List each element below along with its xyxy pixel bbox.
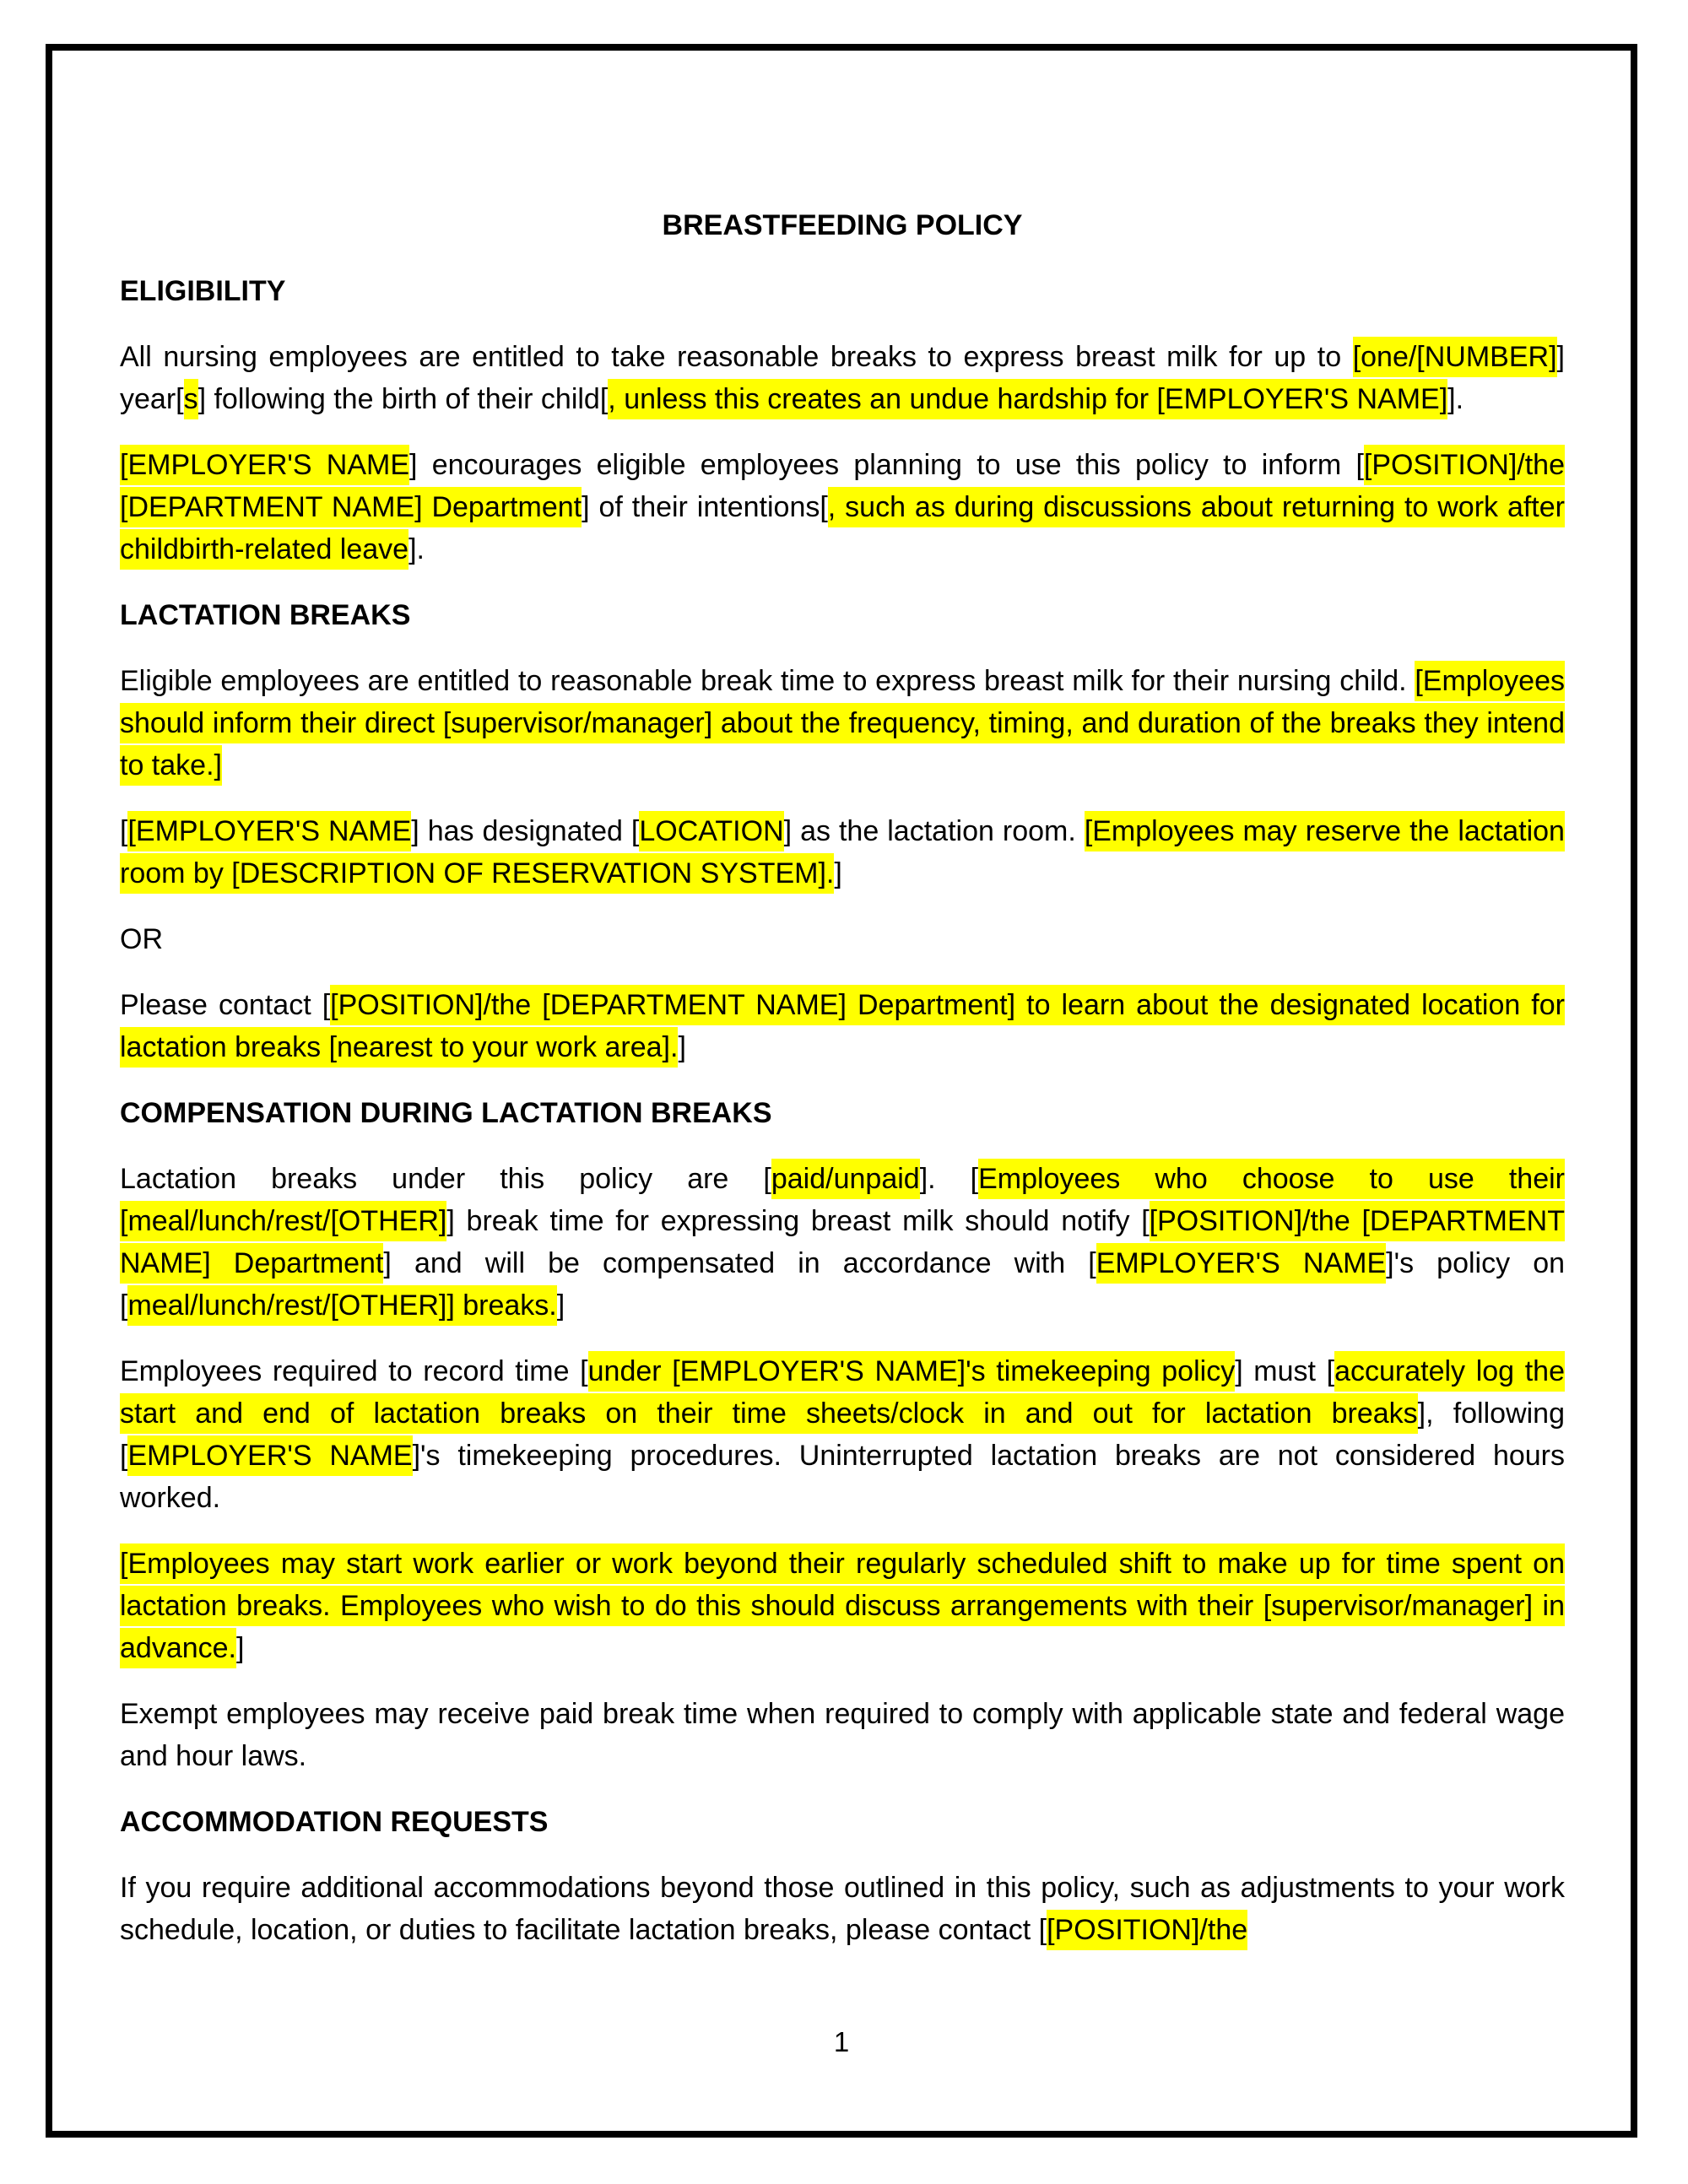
highlighted-placeholder: [EMPLOYER'S NAME	[127, 811, 411, 851]
text-run: ] encourages eligible employees planning to use this policy to inform [	[409, 449, 1364, 481]
text-run: ] following the birth of their child[	[197, 383, 609, 415]
highlighted-placeholder: , unless this creates an undue hardship for [EMPLOYER'S NAME]	[608, 379, 1447, 419]
text-run: Please contact [	[120, 989, 331, 1021]
text-run: ] break time for expressing breast milk should notify [	[446, 1205, 1150, 1237]
body-paragraph	[120, 1867, 1565, 1951]
text-run: ] and will be compensated in accordance with [	[383, 1247, 1096, 1279]
text-run: Lactation breaks under this policy are [	[120, 1163, 771, 1195]
text-run: Eligible employees are entitled to reasonable break time to express breast milk for their nursing child.	[120, 665, 1415, 697]
highlighted-placeholder: , such as during discussions about returning to work after childbirth-related leave	[120, 487, 1565, 570]
body-paragraph	[120, 1693, 1565, 1777]
text-run: Employees required to record time [	[120, 1355, 588, 1387]
text-run: ]'s timekeeping procedures. Uninterrupted lactation breaks are not considered hours worked.	[120, 1440, 1565, 1514]
text-run: Exempt employees may receive paid break time when required to comply with applicable state and federal wage and hour laws.	[120, 1698, 1565, 1772]
body-paragraph	[120, 660, 1565, 787]
text-run: ACCOMMODATION REQUESTS	[120, 1806, 549, 1838]
highlighted-placeholder: [one/[NUMBER]	[1353, 337, 1557, 377]
body-paragraph	[120, 1158, 1565, 1327]
section-heading	[120, 270, 1565, 312]
body-paragraph	[120, 918, 1565, 960]
text-run: ]	[556, 1289, 565, 1322]
highlighted-placeholder: [POSITION]/the [DEPARTMENT NAME] Department	[120, 445, 1565, 527]
section-heading	[120, 1092, 1565, 1134]
text-run: ] has designated [	[411, 815, 640, 847]
text-run: If you require additional accommodations beyond those outlined in this policy, such as adjustments to your work schedule, location, or duties to facilitate lactation breaks, please contact [	[120, 1872, 1565, 1946]
text-run: ]	[834, 857, 842, 889]
highlighted-placeholder: [POSITION]/the [DEPARTMENT NAME] Department] to learn about the designated location for lactation breaks [nearest to your work area].	[120, 985, 1565, 1068]
highlighted-placeholder: [Employees should inform their direct [supervisor/manager] about the frequency, timing, and duration of the breaks they intend to take.]	[120, 661, 1565, 786]
page-number: 1	[833, 2026, 850, 2057]
highlighted-placeholder: [EMPLOYER'S NAME	[120, 445, 409, 485]
text-run: ]'s policy on [	[120, 1247, 1566, 1322]
body-paragraph	[120, 444, 1565, 570]
text-run: ELIGIBILITY	[120, 275, 286, 307]
section-heading	[120, 594, 1565, 636]
text-run: ] must [	[1235, 1355, 1335, 1387]
highlighted-placeholder: accurately log the start and end of lactation breaks on their time sheets/clock in and out for lactation breaks	[120, 1351, 1565, 1434]
highlighted-placeholder: [POSITION]/the	[1047, 1910, 1247, 1950]
highlighted-placeholder: meal/lunch/rest/[OTHER]] breaks.	[127, 1285, 556, 1326]
document-body	[52, 51, 1631, 1951]
text-run: All nursing employees are entitled to take reasonable breaks to express breast milk for up to	[120, 341, 1353, 373]
text-run: ] of their intentions[	[582, 491, 828, 523]
text-run: ]	[236, 1632, 245, 1664]
highlighted-placeholder: EMPLOYER'S NAME	[1096, 1243, 1386, 1284]
text-run: ], following [	[120, 1397, 1565, 1472]
highlighted-placeholder: paid/unpaid	[771, 1159, 920, 1199]
document-blocks	[120, 270, 1565, 1951]
text-run: ]	[678, 1031, 686, 1063]
body-paragraph	[120, 984, 1565, 1068]
highlighted-placeholder: s	[184, 379, 198, 419]
body-paragraph	[120, 810, 1565, 895]
text-run: ] year[	[120, 341, 1565, 415]
page-border-frame	[46, 44, 1637, 2138]
highlighted-placeholder: EMPLOYER'S NAME	[127, 1435, 412, 1476]
highlighted-placeholder: under [EMPLOYER'S NAME]'s timekeeping policy	[588, 1351, 1236, 1392]
text-run: COMPENSATION DURING LACTATION BREAKS	[120, 1097, 772, 1129]
text-run: OR	[120, 923, 163, 955]
body-paragraph	[120, 1543, 1565, 1669]
body-paragraph	[120, 336, 1565, 420]
highlighted-placeholder: Employees who choose to use their [meal/lunch/rest/[OTHER]	[120, 1159, 1565, 1241]
document-title: BREASTFEEDING POLICY	[662, 209, 1023, 241]
body-paragraph	[120, 1350, 1565, 1519]
text-run: ]. [	[919, 1163, 979, 1195]
text-run: ] as the lactation room.	[783, 815, 1085, 847]
text-run: ].	[408, 533, 425, 565]
highlighted-placeholder: LOCATION	[639, 811, 783, 851]
section-heading	[120, 1801, 1565, 1843]
text-run: ].	[1447, 383, 1464, 415]
highlighted-placeholder: [Employees may start work earlier or work beyond their regularly scheduled shift to make up for time spent on lactation breaks. Employees who wish to do this should discuss arrangements with their [supervisor/manager] in advance.	[120, 1543, 1565, 1668]
highlighted-placeholder: [POSITION]/the [DEPARTMENT NAME] Department	[120, 1201, 1565, 1284]
text-run: [	[120, 815, 128, 847]
text-run: LACTATION BREAKS	[120, 599, 411, 631]
highlighted-placeholder: [Employees may reserve the lactation room by [DESCRIPTION OF RESERVATION SYSTEM].	[120, 811, 1565, 894]
